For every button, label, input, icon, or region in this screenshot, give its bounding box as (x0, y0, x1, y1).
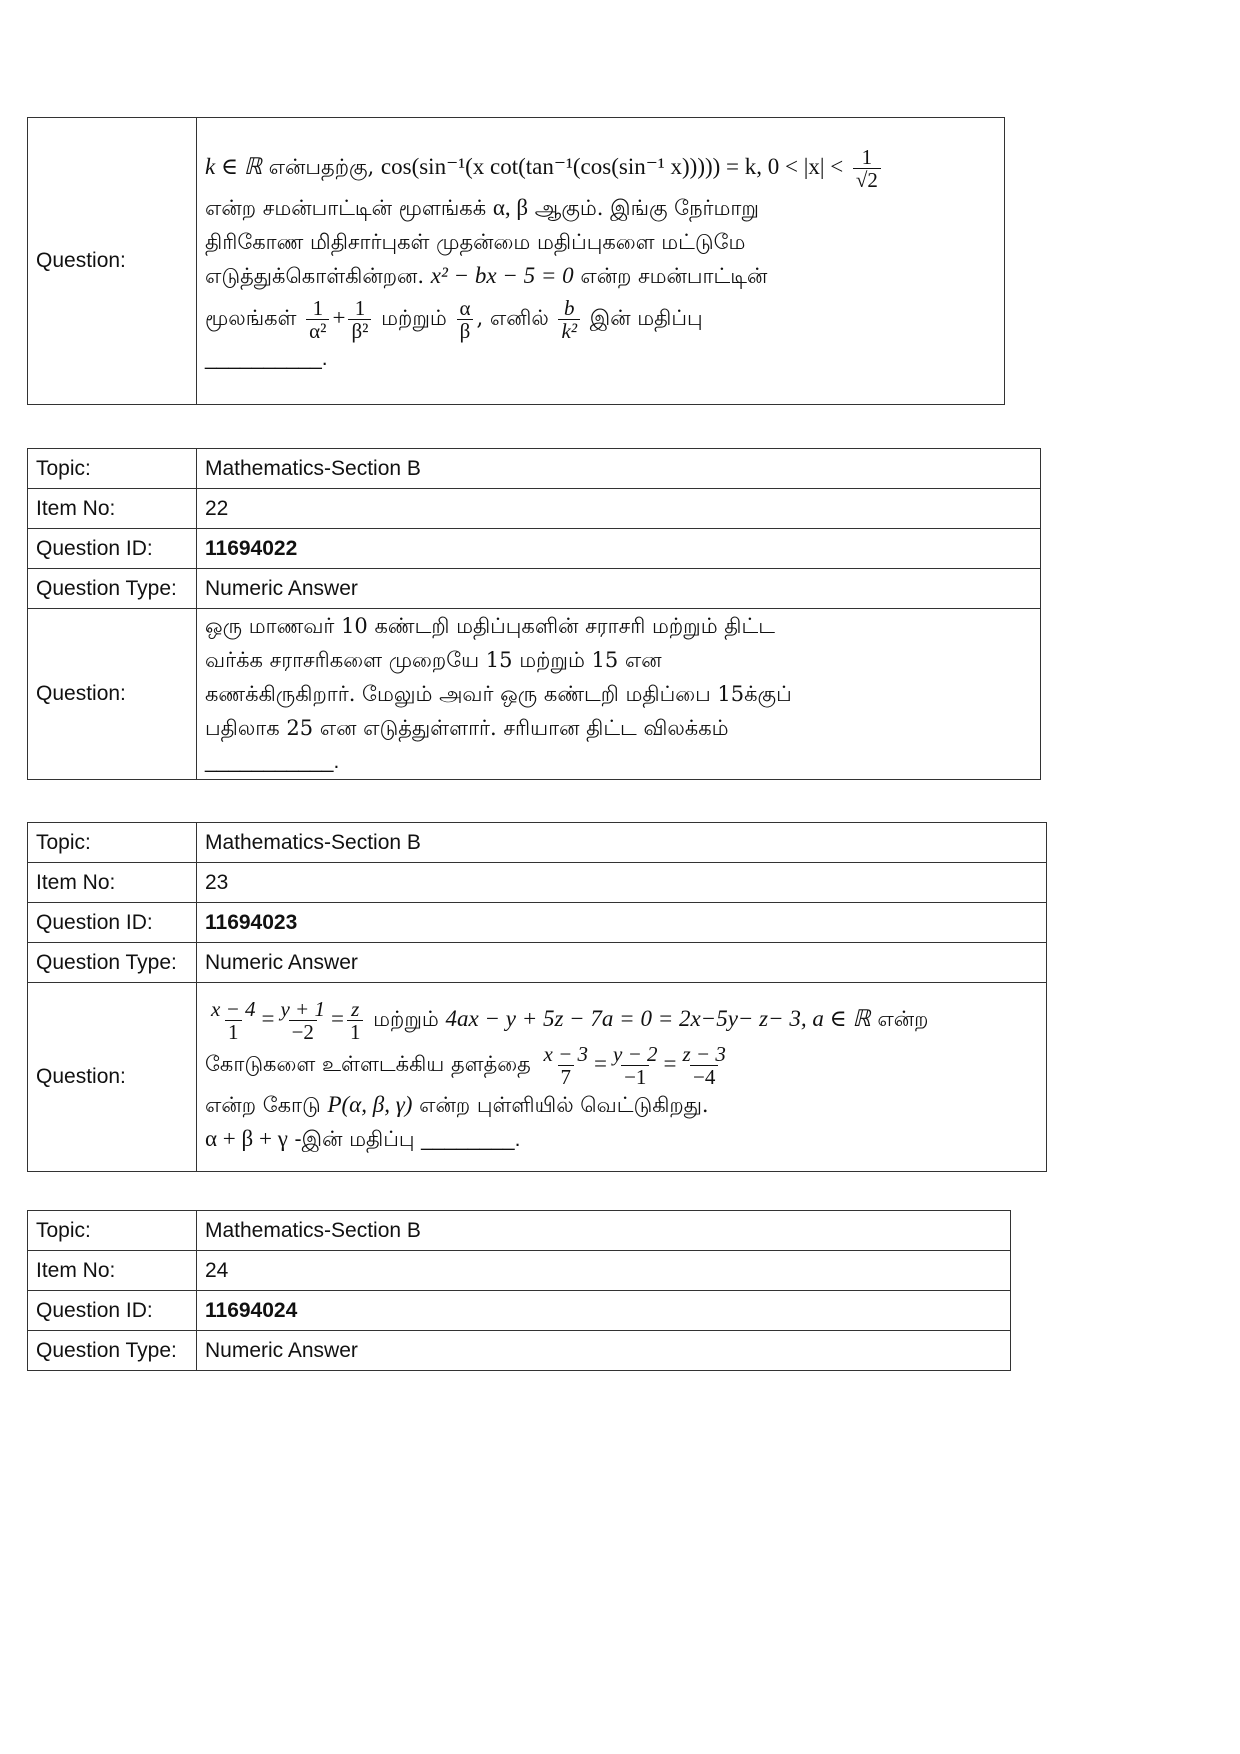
q21-line2-text: என்ற சமன்பாட்டின் மூளங்கக் (205, 196, 487, 220)
item-no-row (28, 489, 1041, 529)
q21-line2-text2: ஆகும். இங்கு நேர்மாறு (534, 196, 759, 220)
question-id-row (28, 529, 1041, 569)
q23-endra: என்ற (877, 1006, 929, 1031)
topic-row (28, 823, 1047, 863)
q23-line3-text2: என்ற புள்ளியில் வெட்டுகிறது. (419, 1092, 709, 1117)
question-type-row (28, 1331, 1011, 1371)
question-id-label: Question ID: (28, 903, 197, 943)
item-no-label: Item No: (28, 1251, 197, 1291)
question-label: Question: (28, 118, 197, 405)
q21-prefix-math: k ∈ ℝ (205, 154, 262, 179)
question-id-value: 11694022 (197, 529, 1041, 569)
answer-blank: __________. (205, 347, 328, 370)
q23-frac-a: $\frac{x - 4}{1}$ (211, 996, 256, 1044)
question-body (197, 118, 1005, 405)
q21-prefix-text: என்பதற்கு, (268, 155, 375, 179)
q21-equation: cos(sin⁻¹(x cot(tan⁻¹(cos(sin⁻¹ x))))) = k, 0 < |x| < (380, 154, 844, 179)
item-no-row (28, 863, 1047, 903)
q23-line-1: $\frac{x - 4}{1}$ = $\frac{y + 1}{-2}$ = $\frac{z}{1}$ மற்றும் 4ax − y + 5z − 7a = 0 = 2x−5y− z− 3, a ∈ ℝ என்ற (205, 998, 1038, 1043)
q21-eq-fraction: $\frac{1}{√2}$ (853, 146, 881, 191)
q22-line-4: பதிலாக 25 என எடுத்துள்ளார். சரியான திட்ட விலக்கம் (205, 716, 729, 740)
topic-row (28, 1211, 1011, 1251)
item-no-value: 24 (197, 1251, 1011, 1291)
question-block-23 (27, 822, 1047, 1172)
q21-quadratic: x² − bx − 5 = 0 (430, 263, 574, 288)
q23-sum: α + β + γ (205, 1125, 288, 1151)
q21-frac-3: $\frac{\alpha}{\beta}$ (456, 297, 473, 342)
question-type-value: Numeric Answer (197, 569, 1041, 609)
q21-line-4 (205, 259, 996, 293)
question-block-22 (27, 448, 1041, 780)
q23-line-4 (205, 1122, 1038, 1157)
q23-frac-d: $\frac{x - 3}{7}$ (543, 1041, 589, 1089)
question-type-row (28, 569, 1041, 609)
question-id-value: 11694024 (197, 1291, 1011, 1331)
question-row (28, 609, 1041, 780)
question-id-label: Question ID: (28, 529, 197, 569)
topic-value: Mathematics-Section B (197, 449, 1041, 489)
q22-line-1: ஒரு மாணவர் 10 கண்டறி மதிப்புகளின் சராசரி மற்றும் திட்ட (205, 614, 775, 638)
question-label: Question: (28, 609, 197, 780)
q21-line-2 (205, 191, 996, 225)
q22-line-2: வர்க்க சராசரிகளை முறையே 15 மற்றும் 15 என (205, 648, 662, 672)
question-id-value: 11694023 (197, 903, 1047, 943)
question-type-row (28, 943, 1047, 983)
q23-frac-e: $\frac{y - 2}{-1}$ (613, 1041, 658, 1089)
q21-and: மற்றும் (381, 306, 447, 330)
q21-if: , எனில் (476, 306, 549, 330)
q21-frac-4: $\frac{b}{\text{k²}}$ (558, 297, 580, 342)
question-type-value: Numeric Answer (197, 1331, 1011, 1371)
q23-frac-b: $\frac{y + 1}{-2}$ (280, 996, 325, 1044)
item-no-value: 22 (197, 489, 1041, 529)
q23-line-2: கோடுகளை உள்ளடக்கிய தளத்தை $\frac{x - 3}{7}$ = $\frac{y - 2}{-1}$ = $\frac{z - 3}{-4}$ (205, 1043, 1038, 1088)
question-id-label: Question ID: (28, 1291, 197, 1331)
topic-value: Mathematics-Section B (197, 1211, 1011, 1251)
topic-label: Topic: (28, 823, 197, 863)
question-type-label: Question Type: (28, 569, 197, 609)
q23-line3-text: என்ற கோடு (205, 1092, 321, 1117)
q23-frac-c: $\frac{z}{1}$ (347, 998, 364, 1043)
question-type-value: Numeric Answer (197, 943, 1047, 983)
q21-roots-word: மூலங்கள் (205, 306, 297, 330)
q21-line-3: திரிகோண மிதிசார்புகள் முதன்மை மதிப்புகளை மட்டுமே (205, 230, 746, 254)
q21-line-5 (205, 297, 996, 342)
question-body (197, 609, 1041, 780)
answer-blank: ________. (421, 1127, 521, 1151)
q23-value-of: -இன் மதிப்பு (294, 1126, 415, 1151)
topic-label: Topic: (28, 1211, 197, 1251)
q21-plus: + (332, 305, 346, 330)
q21-frac-1: $\frac{1}{\text{α²}}$ (306, 297, 329, 342)
answer-blank: ___________. (205, 750, 340, 773)
item-no-label: Item No: (28, 863, 197, 903)
q21-line4-text: எடுத்துக்கொள்கின்றன. (205, 264, 425, 288)
q21-line-1 (205, 146, 996, 191)
question-row (28, 118, 1005, 405)
q23-frac-f: $\frac{z - 3}{-4}$ (682, 1041, 726, 1089)
item-no-row (28, 1251, 1011, 1291)
topic-label: Topic: (28, 449, 197, 489)
question-body (197, 983, 1047, 1172)
question-type-label: Question Type: (28, 943, 197, 983)
q23-line-3 (205, 1088, 1038, 1122)
q23-point: P(α, β, γ) (327, 1091, 413, 1117)
q23-plane-equation: 4ax − y + 5z − 7a = 0 = 2x−5y− z− 3, a ∈ ℝ (445, 1005, 871, 1031)
q21-line4-text2: என்ற சமன்பாட்டின் (580, 264, 768, 288)
q23-line2-text: கோடுகளை உள்ளடக்கிய தளத்தை (205, 1051, 531, 1076)
question-row (28, 983, 1047, 1172)
q21-frac-2: $\frac{1}{\text{β²}}$ (348, 297, 371, 342)
q23-and: மற்றும் (373, 1006, 439, 1031)
question-id-row (28, 1291, 1011, 1331)
item-no-label: Item No: (28, 489, 197, 529)
question-block-21 (27, 117, 1005, 405)
question-type-label: Question Type: (28, 1331, 197, 1371)
q22-line-3: கணக்கிருகிறார். மேலும் அவர் ஒரு கண்டறி மதிப்பை 15க்குப் (205, 682, 792, 706)
question-label: Question: (28, 983, 197, 1172)
question-id-row (28, 903, 1047, 943)
topic-value: Mathematics-Section B (197, 823, 1047, 863)
q21-roots-symbols: α, β (492, 195, 529, 220)
q21-value-of: இன் மதிப்பு (589, 306, 703, 330)
item-no-value: 23 (197, 863, 1047, 903)
question-block-24 (27, 1210, 1011, 1371)
topic-row (28, 449, 1041, 489)
